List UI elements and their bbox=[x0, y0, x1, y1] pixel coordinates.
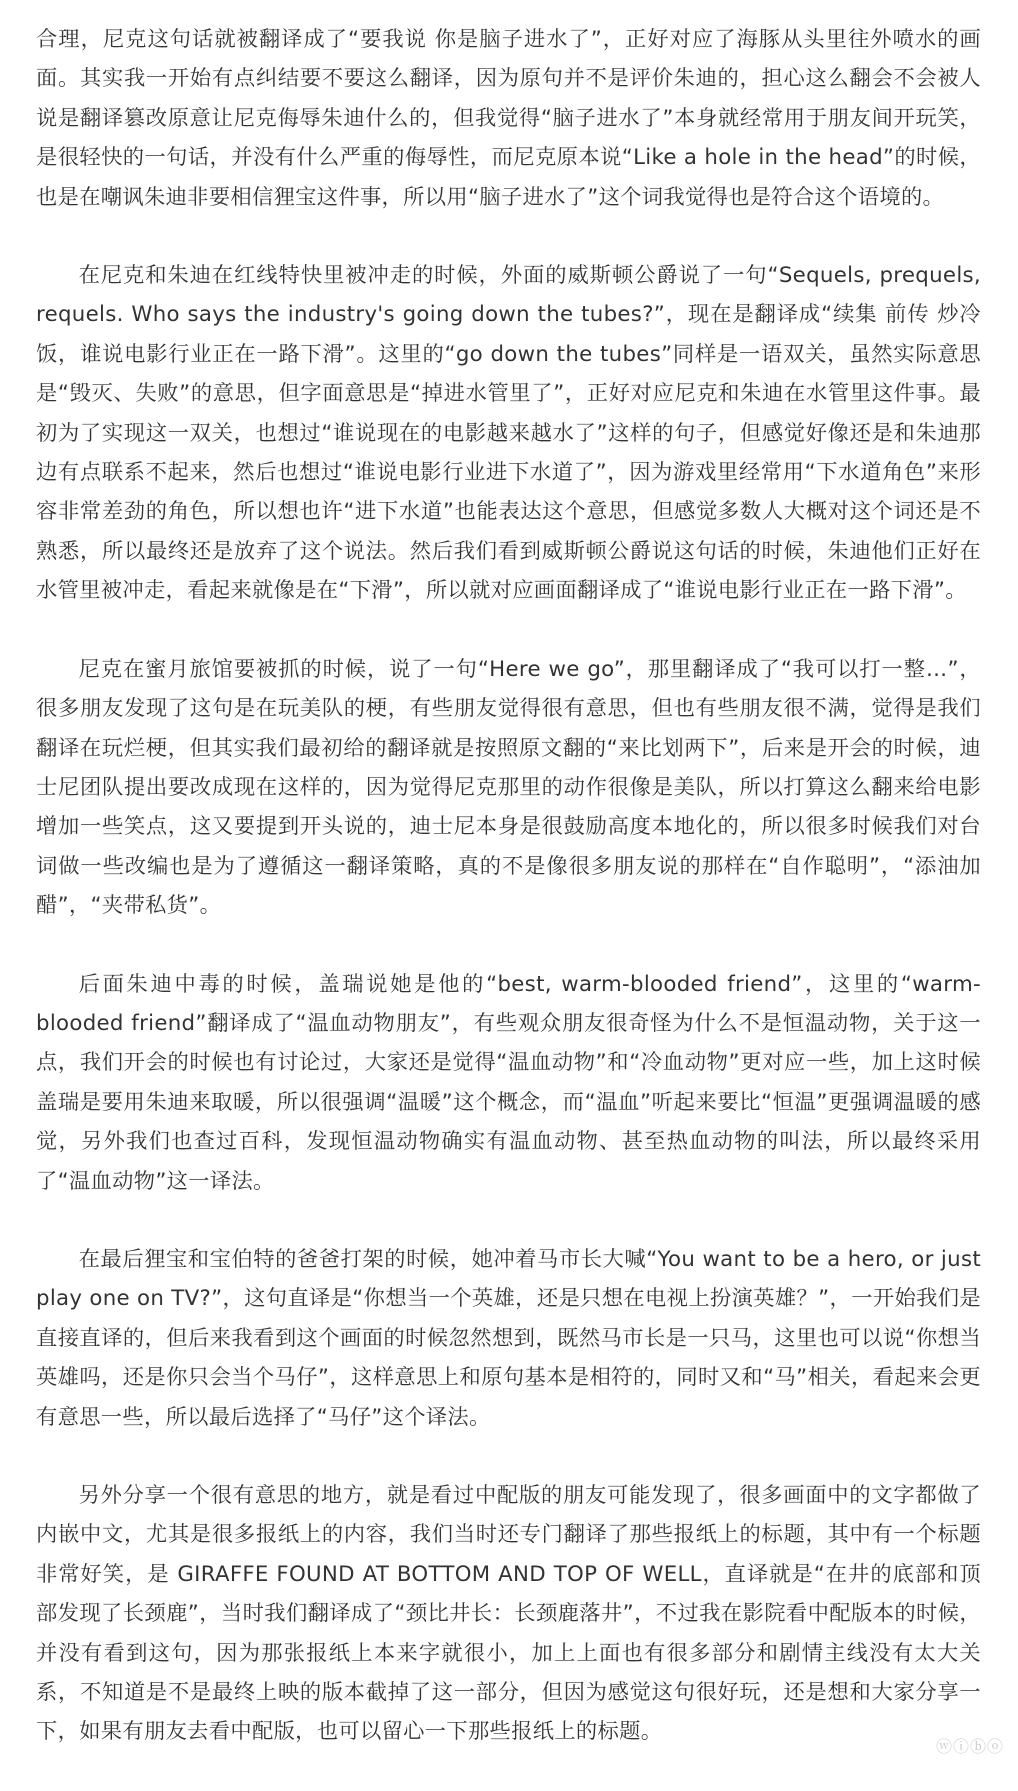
paragraph-warm-blooded: 后面朱迪中毒的时候，盖瑞说她是他的“best, warm-blooded friend”，这里的“warm-blooded friend”翻译成了“温血动物朋友”，有些观众朋友很奇怪为什么不是恒温动物，关于这一点，我们开会的时候也有讨论过，大家还是觉得“温血动物”和“冷血动物”更对应一些，加上这时候盖瑞是要用朱迪来取暖，所以很强调“温暖”这个概念，而“温血”听起来要比“恒温”更强调温暖的感觉，另外我们也查过百科，发现恒温动物确实有温血动物、甚至热血动物的叫法，所以最终采用了“温血动物”这一译法。 bbox=[36, 971, 981, 1194]
paragraph-hero-tv: 在最后狸宝和宝伯特的爸爸打架的时候，她冲着马市长大喊“You want to be a hero, or just play one on TV?”，这句直译是“你想当一个英雄，还是只想在电视上扮演英雄？”，一开始我们是直接直译的，但后来我看到这个画面的时候忽然想到，既然马市长是一只马，这里也可以说“你想当英雄吗，还是你只会当个马仔”，这样意思上和原句基本是相符的，同时又和“马”相关，看起来会更有意思一些，所以最后选择了“马仔”这个译法。 bbox=[36, 1246, 981, 1430]
article-body bbox=[36, 20, 981, 1791]
paragraph-newspaper-headlines: 另外分享一个很有意思的地方，就是看过中配版的朋友可能发现了，很多画面中的文字都做了内嵌中文，尤其是很多报纸上的内容，我们当时还专门翻译了那些报纸上的标题，其中有一个标题非常好笑，是 GIRAFFE FOUND AT BOTTOM AND TOP OF WELL，直译就是“在井的底部和顶部发现了长颈鹿”，当时我们翻译成了“颈比井长：长颈鹿落井”，不过我在影院看中配版本的时候，并没有看到这句，因为那张报纸上本来字就很小，加上上面也有很多部分和剧情主线没有太大关系，不知道是不是最终上映的版本截掉了这一部分，但因为感觉这句很好玩，还是想和大家分享一下，如果有朋友去看中配版，也可以留心一下那些报纸上的标题。 bbox=[36, 1483, 981, 1745]
paragraph-here-we-go: 尼克在蜜月旅馆要被抓的时候，说了一句“Here we go”，那里翻译成了“我可以打一整…”，很多朋友发现了这句是在玩美队的梗，有些朋友觉得很有意思，但也有些朋友很不满，觉得是我们翻译在玩烂梗，但其实我们最初给的翻译就是按照原文翻的“来比划两下”，后来是开会的时候，迪士尼团队提出要改成现在这样的，因为觉得尼克那里的动作很像是美队，所以打算这么翻来给电影增加一些笑点，这又要提到开头说的，迪士尼本身是很鼓励高度本地化的，所以很多时候我们对台词做一些改编也是为了遵循这一翻译策略，真的不是像很多朋友说的那样在“自作聪明”，“添油加醋”，“夹带私货”。 bbox=[36, 656, 981, 919]
watermark: ⓦⓘⓑⓞ bbox=[935, 1737, 1004, 1756]
paragraph-continuation: 合理，尼克这句话就被翻译成了“要我说 你是脑子进水了”，正好对应了海豚从头里往外喷水的画面。其实我一开始有点纠结要不要这么翻译，因为原句并不是评价朱迪的，担心这么翻会不会被人说是翻译篡改原意让尼克侮辱朱迪什么的，但我觉得“脑子进水了”本身就经常用于朋友间开玩笑，是很轻快的一句话，并没有什么严重的侮辱性，而尼克原本说“Like a hole in the head”的时候，也是在嘲讽朱迪非要相信狸宝这件事，所以用“脑子进水了”这个词我觉得也是符合这个语境的。 bbox=[36, 27, 981, 210]
paragraph-sequels-translation: 在尼克和朱迪在红线特快里被冲走的时候，外面的威斯顿公爵说了一句“Sequels, prequels, requels. Who says the industry's going down the tubes?”，现在是翻译成“续集 前传 炒冷饭，谁说电影行业正在一路下滑”。这里的“go down the tubes”同样是一语双关，虽然实际意思是“毁灭、失败”的意思，但字面意思是“掉进水管里了”，正好对应尼克和朱迪在水管里这件事。最初为了实现这一双关，也想过“谁说现在的电影越来越水了”这样的句子，但感觉好像还是和朱迪那边有点联系不起来，然后也想过“谁说电影行业进下水道了”，因为游戏里经常用“下水道角色”来形容非常差劲的角色，所以想也许“进下水道”也能表达这个意思，但感觉多数人大概对这个词还是不熟悉，所以最终还是放弃了这个说法。然后我们看到威斯顿公爵说这句话的时候，朱迪他们正好在水管里被冲走，看起来就像是在“下滑”，所以就对应画面翻译成了“谁说电影行业正在一路下滑”。 bbox=[36, 263, 981, 604]
